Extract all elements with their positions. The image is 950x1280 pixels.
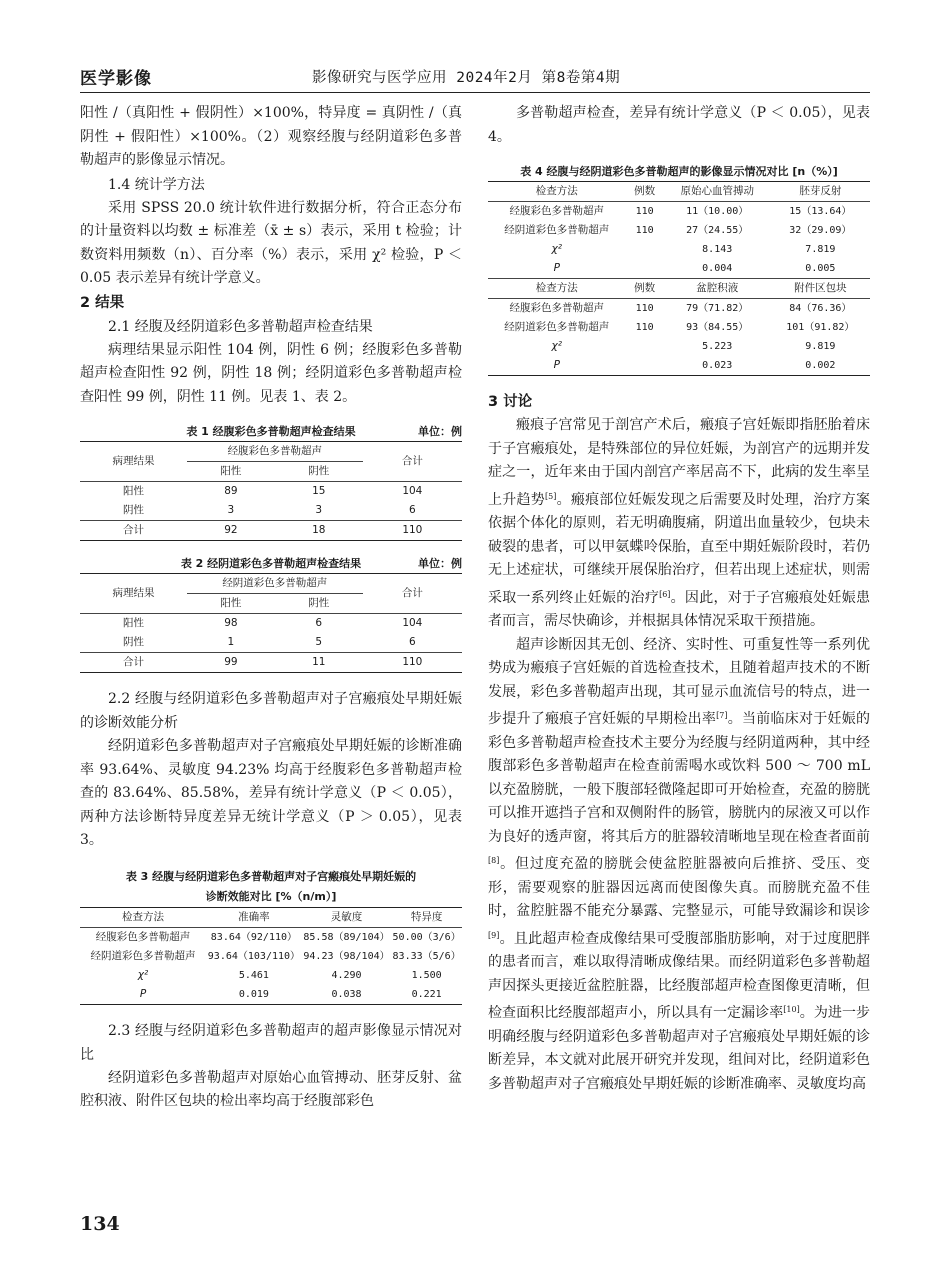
- citation: [5]: [545, 491, 557, 501]
- text-run: 。且此超声检查成像结果可受腹部脂肪影响，对于过度肥胖的患者而言，难以取得清晰成像结果。而经阴道彩色多普勒超声因探头更接近盆腔脏器，比经腹部超声检查图像更清晰，但检查面积比经腹部超声小，所以具有一定漏诊率: [488, 930, 870, 1021]
- table-cell: 经阴道彩色多普勒超声: [504, 224, 610, 236]
- text-run: 瘢痕子宫常见于剖宫产术后，瘢痕子宫妊娠即指胚胎着床于子宫瘢痕处，是特殊部位的异位妊娠，为剖宫产的远期并发症之一，近年来由于国内剖宫产率居高不下，此病的发生率呈上升趋势: [488, 417, 870, 508]
- table-cell: 8.143: [702, 244, 733, 255]
- table-row: [488, 337, 870, 356]
- table-2-caption: [80, 555, 462, 573]
- table-header: 阴性: [275, 462, 363, 482]
- table-cell: [626, 356, 664, 376]
- table-header: 灵敏度: [330, 910, 363, 923]
- table-cell: 0.023: [702, 360, 733, 371]
- table-row: [80, 927, 462, 947]
- citation: [9]: [488, 930, 500, 940]
- section-heading-2: 2 结果: [80, 294, 125, 311]
- table-cell: 5.223: [702, 341, 733, 352]
- table-cell: 110: [402, 656, 423, 668]
- table-row: [80, 966, 462, 985]
- table-cell: 7.819: [805, 244, 836, 255]
- table-caption-text: 表 4 经腹与经阴道彩色多普勒超声的影像显示情况对比 [n（%）]: [520, 165, 838, 178]
- paragraph: 经阴道彩色多普勒超声对原始心血管搏动、胚芽反射、盆腔积液、附件区包块的检出率均高于经腹部彩色: [80, 1069, 462, 1109]
- table-header: 胚芽反射: [799, 185, 842, 197]
- table-row: [488, 259, 870, 279]
- table-cell: 110: [635, 303, 654, 314]
- table-cell: 经阴道彩色多普勒超声: [504, 321, 610, 333]
- table-4-caption: [488, 163, 870, 181]
- table-header: 阳性: [187, 462, 275, 482]
- table-cell: 101（91.82）: [786, 322, 855, 333]
- section-heading-2-3: 2.3 经腹与经阴道彩色多普勒超声的超声影像显示情况对比: [80, 1022, 462, 1063]
- table-header: 准确率: [238, 910, 270, 923]
- table-cell: 3: [227, 504, 235, 516]
- table-caption-text: 表 1 经腹彩色多普勒超声检查结果: [186, 425, 356, 438]
- table-cell: 6: [409, 504, 416, 516]
- table-cell: 110: [635, 322, 654, 333]
- paragraph: 采用 SPSS 20.0 统计软件进行数据分析，符合正态分布的计量资料以均数 ± 标准差（x̄ ± s）表示，采用 t 检验；计数资料用频数（n）、百分率（%）表示，采用 χ² 检验，P ＜ 0.05 表示差异有统计学意义。: [80, 199, 462, 286]
- table-2: [80, 573, 462, 673]
- table-cell: 94.23（98/104）: [303, 950, 390, 962]
- table-cell: 0.004: [702, 263, 733, 274]
- table-cell: 经腹彩色多普勒超声: [509, 302, 604, 314]
- table-header: 特异度: [410, 910, 443, 923]
- table-cell: 阳性: [122, 617, 144, 629]
- table-cell: 83.64（92/110）: [210, 931, 298, 943]
- table-unit: 单位：例: [418, 557, 462, 570]
- table-header: 病理结果: [80, 574, 187, 614]
- citation: [6]: [659, 589, 671, 599]
- table-4: [488, 181, 870, 376]
- table-cell: 6: [409, 636, 416, 648]
- section-heading-3: 3 讨论: [488, 394, 533, 410]
- table-cell: 经腹彩色多普勒超声: [509, 205, 604, 217]
- paragraph: [488, 414, 870, 634]
- table-cell: 110: [635, 206, 654, 217]
- table-3: [80, 907, 462, 1005]
- table-header: 经腹彩色多普勒超声: [187, 442, 363, 462]
- table-cell: 合计: [122, 524, 144, 536]
- table-cell: 98: [224, 617, 238, 629]
- table-header: 经阴道彩色多普勒超声: [187, 574, 363, 594]
- table-cell: 9.819: [805, 341, 836, 352]
- paragraph: 阳性 /（真阳性 + 假阴性）×100%，特异度 = 真阴性 /（真阴性 + 假阳性）×100%。（2）观察经腹与经阴道彩色多普勒超声的影像显示情况。: [80, 105, 462, 168]
- table-cell: 15（13.64）: [789, 206, 852, 217]
- paragraph: [488, 634, 870, 1097]
- table-header: 阴性: [275, 594, 363, 614]
- table-cell: 4.290: [331, 969, 362, 981]
- section-heading-2-1: 2.1 经腹及经阴道彩色多普勒超声检查结果: [108, 318, 373, 335]
- table-cell: 84（76.36）: [789, 303, 852, 314]
- table-row: [488, 221, 870, 240]
- text-run: 。为进一步明确经腹与经阴道彩色多普勒超声对子宫瘢痕处早期妊娠的诊断差异，本文就对此展开研究并发现，组间对比，经阴道彩色多普勒超声对子宫瘢痕处早期妊娠的诊断准确率、灵敏度均高: [488, 1005, 871, 1092]
- table-row: [488, 356, 870, 376]
- table-header: 附件区包块: [794, 282, 847, 294]
- table-caption-line: 诊断效能对比 [%（n/m）]: [205, 889, 337, 903]
- table-cell: 85.58（89/104）: [303, 931, 390, 943]
- table-cell: 0.005: [805, 263, 836, 274]
- left-column: [80, 102, 462, 1114]
- table-row: [80, 482, 462, 502]
- table-row: [80, 947, 462, 966]
- table-cell: 83.33（5/6）: [392, 950, 461, 962]
- table-cell: 11（10.00）: [686, 206, 749, 217]
- paragraph: 经阴道彩色多普勒超声对子宫瘢痕处早期妊娠的诊断准确率 93.64%、灵敏度 94.23% 均高于经腹彩色多普勒超声检查的 83.64%、85.58%，差异有统计学意义（P ＜ 0.05），两种方法诊断特异度差异无统计学意义（P ＞ 0.05），见表 3。: [80, 738, 462, 848]
- table-cell: 合计: [122, 656, 144, 668]
- citation: [7]: [716, 711, 728, 720]
- text-run: 。但过度充盈的膀胱会使盆腔脏器被向后推挤、受压、变形，需要观察的脏器因远离而使图像失真。而膀胱充盈不佳时，盆腔脏器不能充分暴露、完整显示，可能导致漏诊和误诊: [488, 856, 870, 919]
- table-cell: 27（24.55）: [686, 225, 749, 236]
- table-cell: 104: [402, 617, 423, 629]
- table-cell: 79（71.82）: [686, 303, 749, 314]
- table-cell: 1: [227, 636, 235, 648]
- table-caption-text: 表 2 经阴道彩色多普勒超声检查结果: [180, 557, 362, 570]
- page-header: [80, 62, 870, 93]
- table-cell: 0.002: [805, 360, 836, 371]
- table-cell: 经阴道彩色多普勒超声: [90, 949, 196, 962]
- table-header: 检查方法: [122, 910, 165, 923]
- table-cell: 89: [224, 485, 238, 497]
- journal-name: 医学影像: [80, 69, 152, 89]
- table-row: [488, 299, 870, 319]
- table-row: [80, 985, 462, 1005]
- table-1-caption: [80, 423, 462, 441]
- table-row: [80, 521, 462, 541]
- table-cell: 15: [312, 485, 326, 497]
- table-header: 盆腔积液: [696, 282, 739, 294]
- table-cell: 99: [224, 656, 238, 668]
- table-cell: 110: [402, 524, 423, 536]
- table-cell: [626, 240, 664, 259]
- table-header: 阳性: [187, 594, 275, 614]
- table-cell: 0.019: [238, 988, 269, 1000]
- table-row: [488, 202, 870, 222]
- table-cell: 110: [635, 225, 654, 236]
- table-caption-line: 表 3 经腹与经阴道彩色多普勒超声对子宫瘢痕处早期妊娠的: [125, 869, 417, 883]
- table-header: 例数: [634, 282, 656, 294]
- text-run: 。当前临床对于妊娠的彩色多普勒超声检查技术主要分为经腹与经阴道两种，其中经腹部彩色多普勒超声在检查前需喝水或饮料 500 ～ 700 mL 以充盈膀胱，一般下腹部轻微隆起即可开始检查，充盈的膀胱可以推开遮挡子宫和双侧附件的肠管，膀胱内的尿液又可以作为良好的透声窗，将其后方的脏器较清晰地呈现在检查者面前: [488, 711, 871, 845]
- table-cell: 6: [315, 617, 323, 629]
- table-cell: 5: [315, 636, 323, 648]
- table-header: 病理结果: [80, 442, 187, 482]
- section-heading-2-2: 2.2 经腹与经阴道彩色多普勒超声对子宫瘢痕处早期妊娠的诊断效能分析: [80, 691, 462, 731]
- table-cell: 11: [312, 656, 326, 668]
- citation: [10]: [783, 1005, 800, 1014]
- section-heading-1-4: 1.4 统计学方法: [108, 176, 205, 193]
- right-column: [488, 102, 870, 1096]
- table-cell: [626, 337, 664, 356]
- table-row: [488, 318, 870, 337]
- text-run: 超声诊断因其无创、经济、实时性、可重复性等一系列优势成为瘢痕子宫妊娠的首选检查技术，且随着超声技术的不断发展，彩色多普勒超声出现，其可显示血流信号的特点，进一步提升了瘢痕子宫妊娠的早期检出率: [488, 636, 870, 727]
- table-header: 合计: [363, 574, 462, 614]
- paragraph: 多普勒超声检查，差异有统计学意义（P ＜ 0.05），见表 4。: [488, 105, 870, 145]
- table-cell: [626, 259, 664, 279]
- table-row: [80, 501, 462, 521]
- text-run: 。因此，对于子宫瘢痕处妊娠患者而言，需尽快确诊，并根据具体情况采取干预措施。: [488, 589, 871, 629]
- table-cell: χ²: [137, 968, 149, 981]
- table-row: [80, 633, 462, 653]
- table-cell: 阳性: [122, 485, 144, 497]
- table-header: 检查方法: [535, 282, 578, 294]
- table-unit: 单位：例: [418, 425, 462, 438]
- table-cell: 18: [312, 524, 326, 536]
- table-cell: 92: [224, 524, 238, 536]
- table-cell: P: [553, 262, 560, 274]
- paragraph: 病理结果显示阳性 104 例，阴性 6 例；经腹彩色多普勒超声检查阳性 92 例，阴性 18 例；经阴道彩色多普勒超声检查阳性 99 例，阴性 11 例。见表 1、表 2。: [80, 341, 462, 405]
- table-header: 原始心血管搏动: [680, 185, 754, 197]
- table-cell: 50.00（3/6）: [392, 931, 461, 943]
- text-run: 。瘢痕部位妊娠发现之后需要及时处理，治疗方案依据个体化的原则，若无明确腹痛，阴道出血量较少，包块未破裂的患者，可以甲氨蝶呤保胎，直至中期妊娠阶段时，若仍无上述症状，可继续开展保胎治疗，但若出现上述症状，则需采取一系列终止妊娠的治疗: [488, 491, 871, 606]
- journal-issue-info: 影像研究与医学应用 2024年2月 第8卷第4期: [312, 70, 621, 86]
- table-cell: 5.461: [238, 969, 269, 981]
- table-cell: χ²: [551, 340, 562, 352]
- table-cell: 93（84.55）: [686, 322, 749, 333]
- table-cell: P: [139, 987, 147, 1000]
- table-1: [80, 441, 462, 541]
- table-cell: χ²: [551, 243, 562, 255]
- table-cell: 0.221: [411, 988, 442, 1000]
- table-cell: 阴性: [122, 636, 144, 648]
- table-cell: 0.038: [331, 988, 362, 1000]
- table-header: 例数: [634, 185, 656, 197]
- table-row: [488, 240, 870, 259]
- table-header: 检查方法: [535, 185, 578, 197]
- table-row: [80, 614, 462, 634]
- table-3-caption: [80, 867, 462, 907]
- table-cell: 阴性: [122, 504, 144, 516]
- table-cell: 32（29.09）: [789, 225, 852, 236]
- table-cell: P: [553, 359, 560, 371]
- table-cell: 104: [402, 485, 423, 497]
- table-cell: 经腹彩色多普勒超声: [95, 930, 191, 943]
- table-row: [80, 653, 462, 673]
- table-cell: 1.500: [411, 969, 442, 981]
- citation: [8]: [488, 856, 500, 865]
- page-number: 134: [80, 1213, 120, 1235]
- table-cell: 3: [315, 504, 323, 516]
- table-cell: 93.64（103/110）: [207, 950, 301, 962]
- table-header: 合计: [363, 442, 462, 482]
